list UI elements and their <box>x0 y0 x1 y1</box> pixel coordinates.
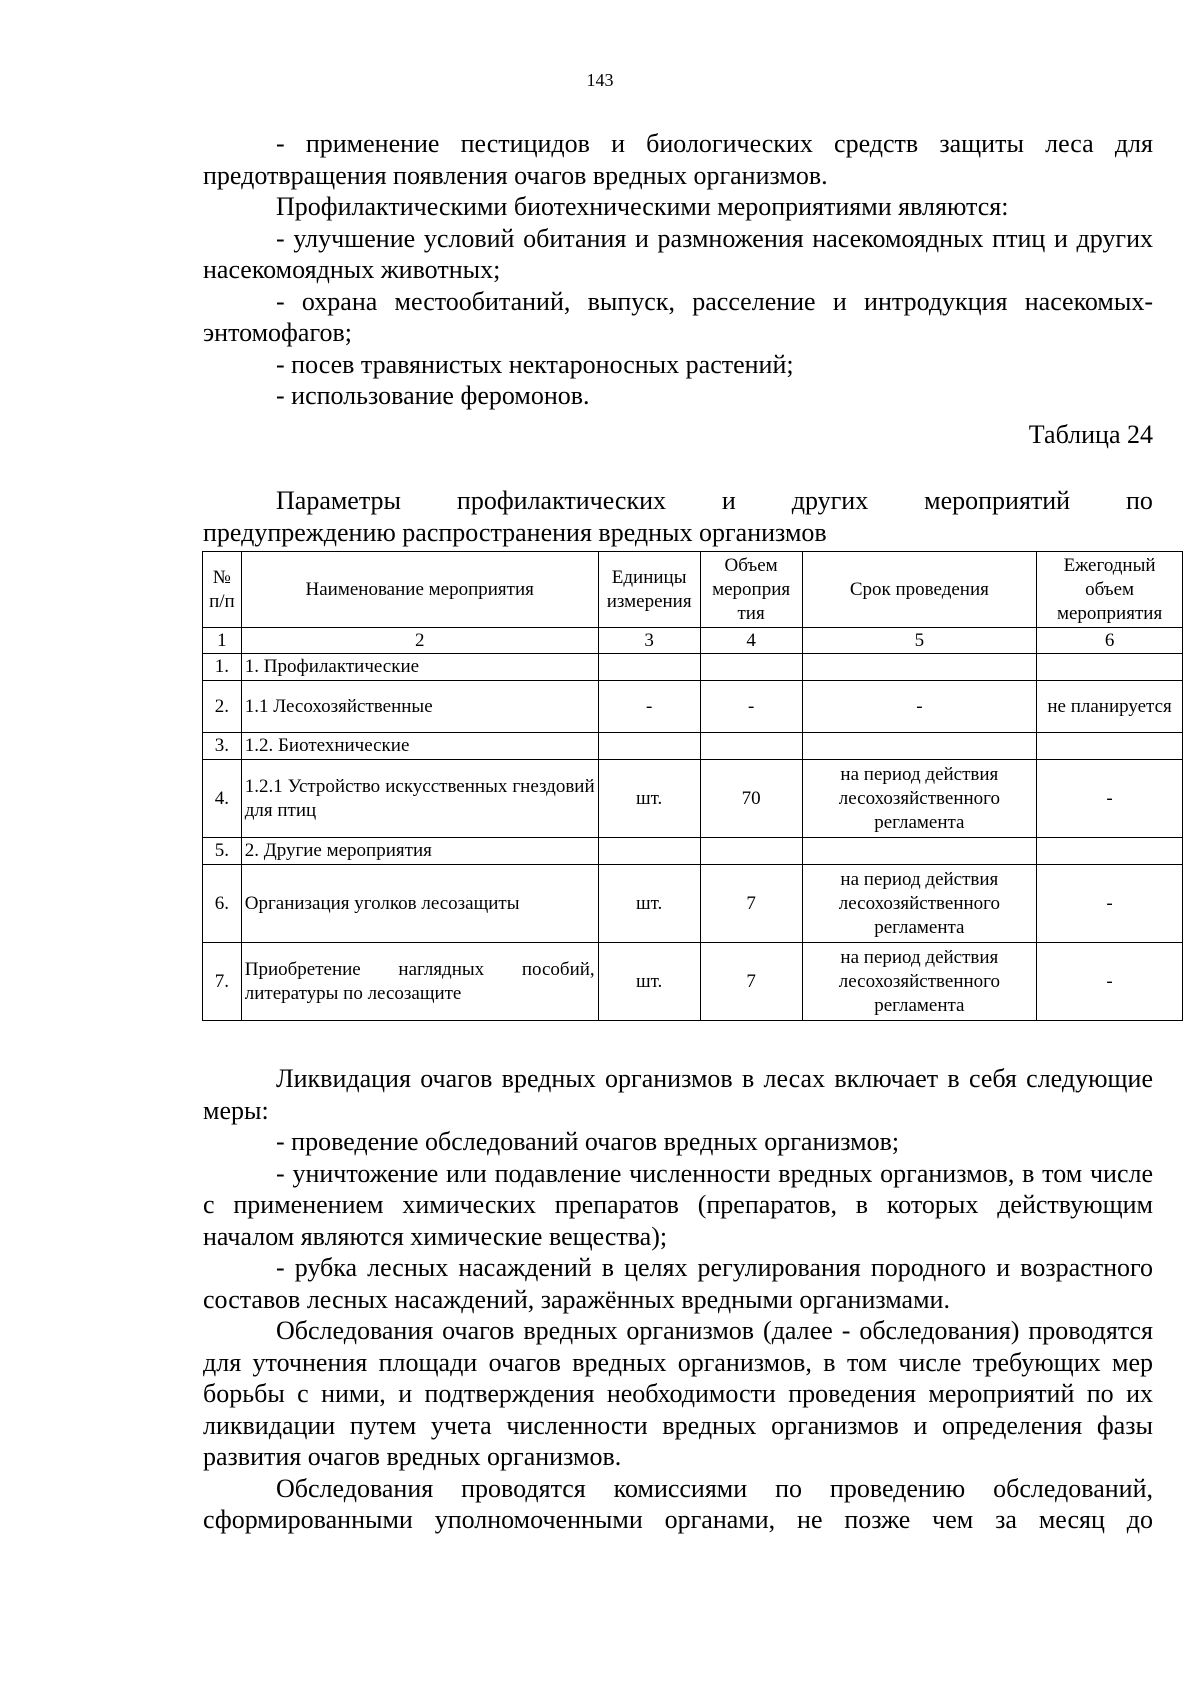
column-number: 4 <box>700 628 802 654</box>
volume-cell: 7 <box>700 865 802 943</box>
table-row <box>203 943 1183 1021</box>
table-title-word: и <box>721 486 736 515</box>
measures-table <box>202 551 1183 1021</box>
header-cell: Срок проведения <box>802 552 1037 628</box>
volume-cell: - <box>700 681 802 733</box>
table-title-word: мероприятий <box>924 486 1071 515</box>
table-title-word: профилактических <box>456 486 667 515</box>
unit-cell: шт. <box>598 760 700 838</box>
unit-cell: шт. <box>598 943 700 1021</box>
top-text-block <box>203 128 1153 412</box>
row-number: 7. <box>203 943 242 1021</box>
column-number: 2 <box>241 628 598 654</box>
table-title-line2: предупреждению распространения вредных организмов <box>203 517 827 547</box>
table-title-line1 <box>203 485 1153 517</box>
paragraph: - улучшение условий обитания и размножения насекомоядных птиц и других насекомоядных животных; <box>203 223 1153 284</box>
annual-cell <box>1037 733 1183 760</box>
measure-name: Приобретение наглядных пособий, литературы по лесозащите <box>241 943 598 1021</box>
annual-cell <box>1037 838 1183 865</box>
paragraph: - охрана местообитаний, выпуск, расселение и интродукция насекомых-энтомофагов; <box>203 286 1153 347</box>
term-cell <box>802 733 1037 760</box>
volume-cell: 7 <box>700 943 802 1021</box>
volume-cell <box>700 733 802 760</box>
table-label: Таблица 24 <box>1028 420 1153 449</box>
bottom-text-block <box>203 1063 1153 1536</box>
measure-name: 1.1 Лесохозяйственные <box>241 681 598 733</box>
annual-cell <box>1037 654 1183 681</box>
term-cell: на период действия лесохозяйственного регламента <box>802 865 1037 943</box>
unit-cell: шт. <box>598 865 700 943</box>
row-number: 1. <box>203 654 242 681</box>
column-number: 1 <box>203 628 242 654</box>
column-number: 6 <box>1037 628 1183 654</box>
table-row <box>203 760 1183 838</box>
paragraph: - уничтожение или подавление численности вредных организмов, в том числе с применением химических препаратов (препаратов, в которых действующим началом являются химические вещества); <box>203 1158 1153 1251</box>
page-number: 143 <box>586 70 614 90</box>
annual-cell: не планируется <box>1037 681 1183 733</box>
row-number: 2. <box>203 681 242 733</box>
table-row <box>203 838 1183 865</box>
table-row <box>203 865 1183 943</box>
row-number: 6. <box>203 865 242 943</box>
header-cell: Ежегодный объем мероприятия <box>1037 552 1183 628</box>
annual-cell: - <box>1037 943 1183 1021</box>
unit-cell <box>598 838 700 865</box>
term-cell <box>802 838 1037 865</box>
column-number-row <box>203 628 1183 654</box>
measure-name: 2. Другие мероприятия <box>241 838 598 865</box>
unit-cell <box>598 733 700 760</box>
table-title-word: Параметры <box>276 486 401 515</box>
paragraph: - посев травянистых нектароносных растений; <box>276 349 794 379</box>
paragraph: Ликвидация очагов вредных организмов в лесах включает в себя следующие меры: <box>203 1064 1153 1125</box>
row-number: 5. <box>203 838 242 865</box>
unit-cell: - <box>598 681 700 733</box>
header-cell: Объем мероприя тия <box>700 552 802 628</box>
measure-name: Организация уголков лесозащиты <box>241 865 598 943</box>
volume-cell <box>700 838 802 865</box>
table-title-word: по <box>1126 486 1153 515</box>
paragraph: - проведение обследований очагов вредных организмов; <box>276 1127 900 1156</box>
row-number: 4. <box>203 760 242 838</box>
term-cell: на период действия лесохозяйственного регламента <box>802 943 1037 1021</box>
table-title <box>203 485 1153 548</box>
paragraph: - рубка лесных насаждений в целях регулирования породного и возрастного составов лесных насаждений, заражённых вредными организмами. <box>203 1253 1153 1314</box>
volume-cell: 70 <box>700 760 802 838</box>
table-header-row <box>203 552 1183 628</box>
column-number: 3 <box>598 628 700 654</box>
paragraph: Профилактическими биотехническими мероприятиями являются: <box>276 192 1009 221</box>
annual-cell: - <box>1037 865 1183 943</box>
measure-name: 1.2.1 Устройство искусственных гнездовий для птиц <box>241 760 598 838</box>
term-cell: - <box>802 681 1037 733</box>
paragraph: Обследования очагов вредных организмов (далее - обследования) проводятся для уточнения площади очагов вредных организмов, в том числе требующих мер борьбы с ними, и подтверждения необходимости проведения мероприятий по их ликвидации путем учета численности вредных организмов и определения фазы развития очагов вредных организмов. <box>203 1316 1153 1471</box>
column-number: 5 <box>802 628 1037 654</box>
table-row <box>203 733 1183 760</box>
paragraph: - применение пестицидов и биологических средств защиты леса для предотвращения появления очагов вредных организмов. <box>203 129 1153 190</box>
table-title-word: других <box>791 486 869 515</box>
header-cell: Единицы измерения <box>598 552 700 628</box>
volume-cell <box>700 654 802 681</box>
header-cell: № п/п <box>203 552 242 628</box>
term-cell: на период действия лесохозяйственного регламента <box>802 760 1037 838</box>
paragraph: - использование феромонов. <box>276 381 590 410</box>
unit-cell <box>598 654 700 681</box>
table-row <box>203 654 1183 681</box>
measure-name: 1.2. Биотехнические <box>241 733 598 760</box>
annual-cell: - <box>1037 760 1183 838</box>
table-row <box>203 681 1183 733</box>
row-number: 3. <box>203 733 242 760</box>
term-cell <box>802 654 1037 681</box>
measure-name: 1. Профилактические <box>241 654 598 681</box>
paragraph: Обследования проводятся комиссиями по проведению обследований, сформированными уполномоченными органами, не позже чем за месяц до <box>203 1473 1153 1534</box>
header-cell: Наименование мероприятия <box>241 552 598 628</box>
